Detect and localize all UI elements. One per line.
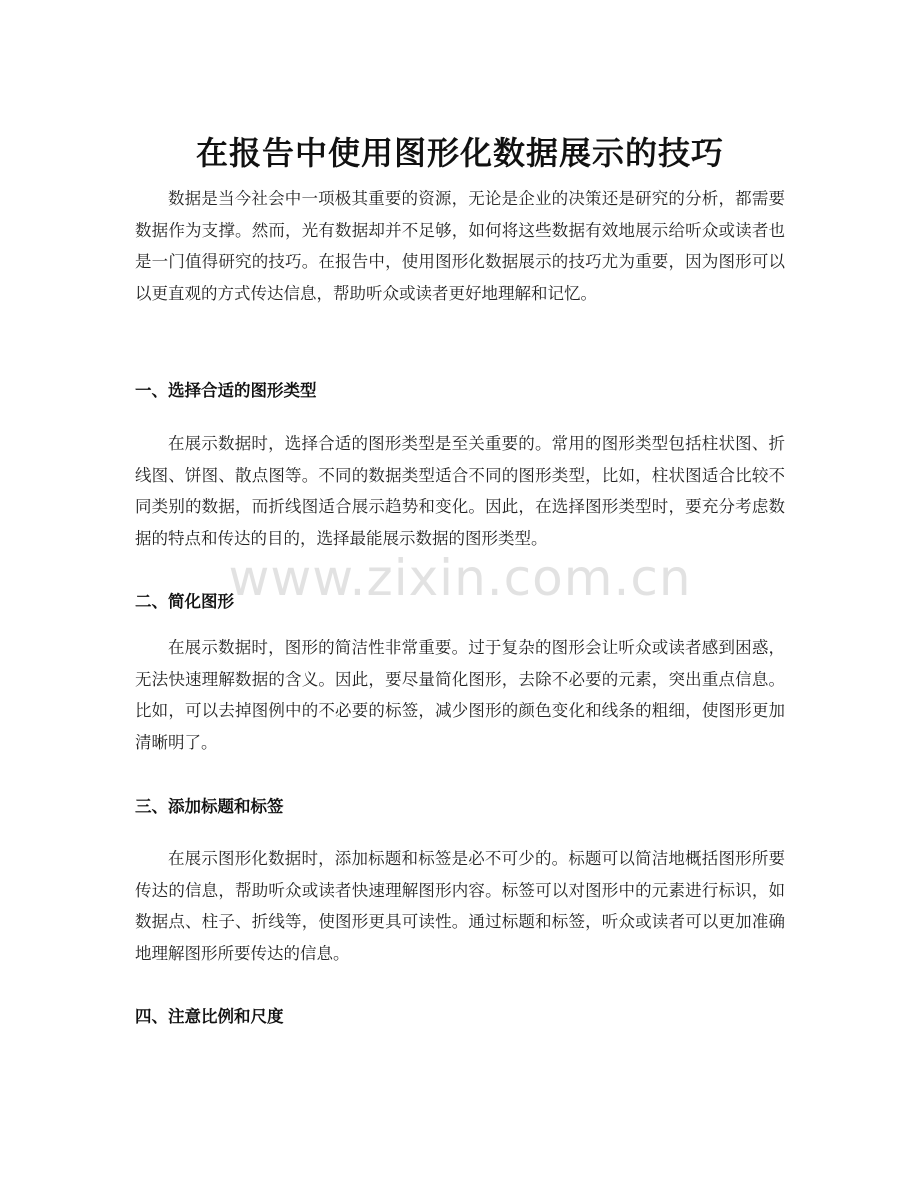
watermark: www.zixin.com.cn [228, 549, 692, 607]
section-3-heading: 三、添加标题和标签 [135, 797, 284, 816]
section-1-heading: 一、选择合适的图形类型 [135, 381, 317, 400]
document-title: 在报告中使用图形化数据展示的技巧 [195, 134, 724, 173]
section-1-body: 在展示数据时，选择合适的图形类型是至关重要的。常用的图形类型包括柱状图、折线图、饼图、散点图等。不同的数据类型适合不同的图形类型，比如，柱状图适合比较不同类别的数据，而折线图适合展示趋势和变化。因此，在选择图形类型时，要充分考虑数据的特点和传达的目的，选择最能展示数据的图形类型。 [135, 434, 785, 548]
section-2-heading: 二、简化图形 [135, 592, 234, 611]
section-4-heading: 四、注意比例和尺度 [135, 1007, 284, 1026]
intro-paragraph: 数据是当今社会中一项极其重要的资源，无论是企业的决策还是研究的分析，都需要数据作为支撑。然而，光有数据却并不足够，如何将这些数据有效地展示给听众或读者也是一门值得研究的技巧。在报告中，使用图形化数据展示的技巧尤为重要，因为图形可以以更直观的方式传达信息，帮助听众或读者更好地理解和记忆。 [135, 189, 785, 303]
section-3-body: 在展示图形化数据时，添加标题和标签是必不可少的。标题可以简洁地概括图形所要传达的信息，帮助听众或读者快速理解图形内容。标签可以对图形中的元素进行标识，如数据点、柱子、折线等，使图形更具可读性。通过标题和标签，听众或读者可以更加准确地理解图形所要传达的信息。 [135, 849, 785, 963]
section-2-body: 在展示数据时，图形的简洁性非常重要。过于复杂的图形会让听众或读者感到困惑，无法快速理解数据的含义。因此，要尽量简化图形，去除不必要的元素，突出重点信息。比如，可以去掉图例中的不必要的标签，减少图形的颜色变化和线条的粗细，使图形更加清晰明了。 [135, 638, 785, 752]
